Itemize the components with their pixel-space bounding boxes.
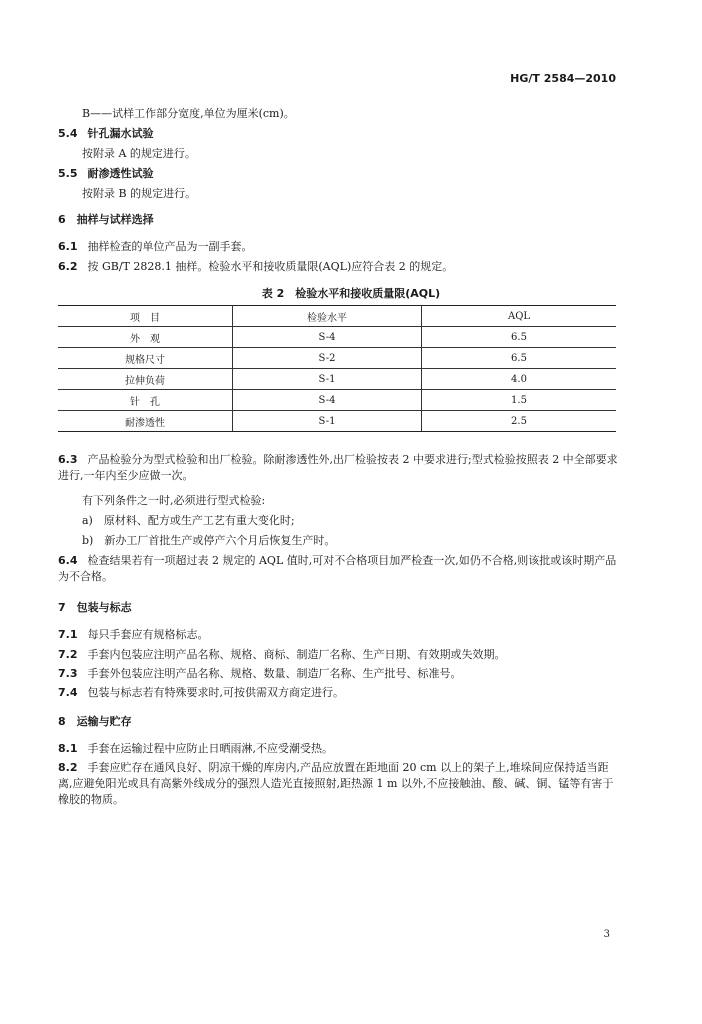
clause-text: 手套内包装应注明产品名称、规格、商标、制造厂名称、生产日期、有效期或失效期。 — [87, 648, 506, 661]
clause-number: 6.4 — [58, 554, 78, 567]
cell-aql: 6.5 — [422, 327, 617, 348]
clause-5-5-text: 按附录 B 的规定进行。 — [82, 187, 197, 200]
section-8-heading: 8 运输与贮存 — [58, 715, 132, 728]
section-7-heading: 7 包装与标志 — [58, 601, 132, 614]
clause-7-1 — [58, 627, 209, 643]
clause-number: 6.2 — [58, 260, 78, 273]
clause-text: 每只手套应有规格标志。 — [87, 628, 209, 641]
clause-number: 5.5 — [58, 167, 78, 180]
clause-6-3 — [58, 452, 618, 484]
table-caption: 表 2 检验水平和接收质量限(AQL) — [261, 287, 441, 300]
clause-number: 6.1 — [58, 240, 78, 253]
cell-item: 拉伸负荷 — [58, 369, 233, 390]
cell-aql: 6.5 — [422, 348, 617, 369]
section-6-heading: 6 抽样与试样选择 — [58, 213, 154, 226]
clause-8-1 — [58, 741, 333, 757]
aql-table — [58, 305, 616, 432]
clause-6-2 — [58, 259, 453, 275]
clause-text: 手套在运输过程中应防止日晒雨淋,不应受潮受热。 — [87, 742, 333, 755]
table-row — [58, 411, 616, 432]
cell-level: S-1 — [233, 369, 422, 390]
clause-text: 包装与标志若有特殊要求时,可按供需双方商定进行。 — [87, 686, 344, 699]
clause-number: 8.2 — [58, 761, 78, 774]
clause-number: 7.2 — [58, 648, 78, 661]
clause-text: 手套应贮存在通风良好、阴凉干燥的库房内,产品应放置在距地面 20 cm 以上的架子上,堆垛间应保持适当距离,应避免阳光或具有高紫外线成分的强烈人造光直接照射,距热源 1 m 以外,不应接触油、酸、碱、铜、锰等有害于橡胶的物质。 — [58, 761, 614, 806]
clause-7-2 — [58, 647, 506, 663]
clause-7-3 — [58, 666, 462, 682]
variable-definition: B——试样工作部分宽度,单位为厘米(cm)。 — [82, 107, 295, 120]
clause-text: 抽样检查的单位产品为一副手套。 — [87, 240, 253, 253]
cell-aql: 1.5 — [422, 390, 617, 411]
cell-level: S-1 — [233, 411, 422, 432]
header-inspection-level: 检验水平 — [233, 306, 422, 327]
header-item: 项 目 — [58, 306, 233, 327]
clause-6-4 — [58, 553, 618, 585]
table-row — [58, 327, 616, 348]
clause-text: 按 GB/T 2828.1 抽样。检验水平和接收质量限(AQL)应符合表 2 的规定。 — [87, 260, 454, 273]
cell-level: S-2 — [233, 348, 422, 369]
clause-number: 7.4 — [58, 686, 78, 699]
cell-item: 外 观 — [58, 327, 233, 348]
clause-text: 产品检验分为型式检验和出厂检验。除耐渗透性外,出厂检验按表 2 中要求进行;型式检验按照表 2 中全部要求进行,一年内至少应做一次。 — [58, 453, 618, 482]
page-number: 3 — [603, 929, 610, 940]
clause-number: 7.3 — [58, 667, 78, 680]
clause-5-4-text: 按附录 A 的规定进行。 — [82, 147, 196, 160]
clause-number: 5.4 — [58, 127, 78, 140]
clause-title: 耐渗透性试验 — [87, 167, 154, 180]
cell-item: 针 孔 — [58, 390, 233, 411]
clause-6-3-conditions: 有下列条件之一时,必须进行型式检验: — [82, 494, 266, 507]
header-aql: AQL — [422, 306, 617, 327]
cell-aql: 2.5 — [422, 411, 617, 432]
clause-8-2 — [58, 760, 618, 808]
clause-7-4 — [58, 685, 344, 701]
clause-number: 7.1 — [58, 628, 78, 641]
clause-number: 6.3 — [58, 453, 78, 466]
clause-title: 针孔漏水试验 — [87, 127, 154, 140]
condition-b: b) 新办工厂首批生产或停产六个月后恢复生产时。 — [82, 534, 336, 547]
table-header-row — [58, 306, 616, 327]
table-row — [58, 390, 616, 411]
condition-a: a) 原材料、配方或生产工艺有重大变化时; — [82, 514, 295, 527]
clause-6-1 — [58, 239, 253, 255]
cell-item: 规格尺寸 — [58, 348, 233, 369]
clause-5-5-heading — [58, 166, 154, 182]
cell-aql: 4.0 — [422, 369, 617, 390]
clause-text: 检查结果若有一项超过表 2 规定的 AQL 值时,可对不合格项目加严检查一次,如仍不合格,则该批或该时期产品为不合格。 — [58, 554, 617, 583]
table-row — [58, 369, 616, 390]
cell-level: S-4 — [233, 390, 422, 411]
clause-5-4-heading — [58, 126, 154, 142]
table-row — [58, 348, 616, 369]
clause-text: 手套外包装应注明产品名称、规格、数量、制造厂名称、生产批号、标准号。 — [87, 667, 462, 680]
cell-item: 耐渗透性 — [58, 411, 233, 432]
standard-number: HG/T 2584—2010 — [510, 72, 616, 85]
cell-level: S-4 — [233, 327, 422, 348]
clause-number: 8.1 — [58, 742, 78, 755]
